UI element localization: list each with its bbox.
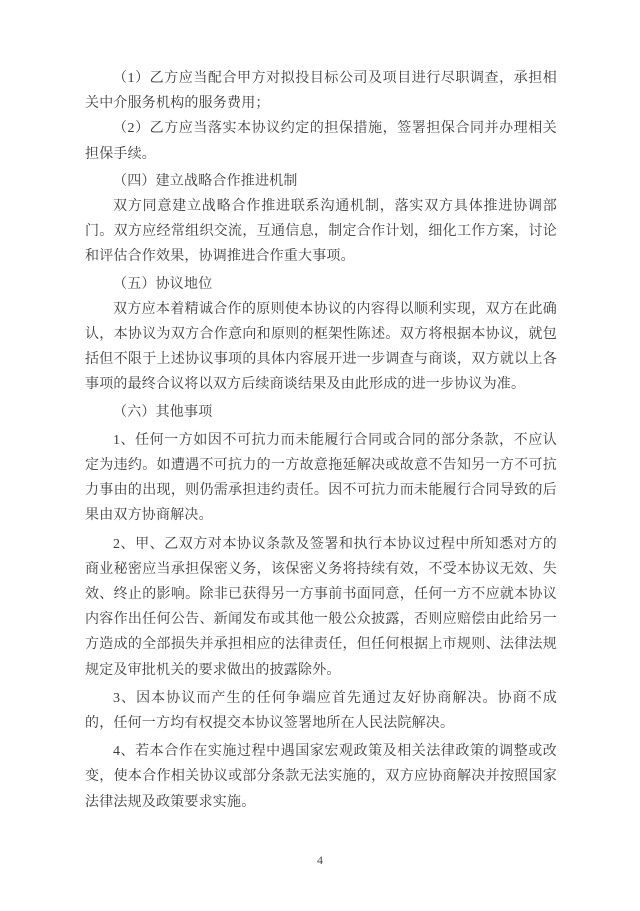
page-number: 4 (317, 853, 323, 867)
section-heading: （五）协议地位 (113, 276, 213, 292)
section-heading: （四）建立战略合作推进机制 (113, 173, 298, 189)
body-paragraph: 3、因本协议而产生的任何争端应首先通过友好协商解决。协商不成的，任何一方均有权提交本协议签署地所在人民法院解决。 (85, 690, 557, 732)
body-paragraph: 1、任何一方如因不可抗力而未能履行合同或合同的部分条款，不应认定为违约。如遭遇不可抗力的一方故意拖延解决或故意不告知另一方不可抗力事由的出现，则仍需承担违约责任。因不可抗力而未能履行合同导致的后果由双方协商解决。 (85, 432, 557, 524)
body-paragraph: 双方应本着精诚合作的原则使本协议的内容得以顺利实现，双方在此确认，本协议为双方合作意向和原则的框架性陈述。双方将根据本协议，就包括但不限于上述协议事项的具体内容展开进一步调查与商谈，双方就以上各事项的最终合议将以双方后续商谈结果及由此形成的进一步协议为准。 (85, 301, 557, 393)
body-paragraph: （1）乙方应当配合甲方对拟投目标公司及项目进行尽职调查，承担相关中介服务机构的服务费用； (85, 71, 557, 112)
body-paragraph: 4、若本合作在实施过程中遇国家宏观政策及相关法律政策的调整或改变，使本合作相关协议或部分条款无法实施的，双方应协商解决并按照国家法律法规及政策要求实施。 (85, 744, 557, 810)
body-paragraph: （2）乙方应当落实本协议约定的担保措施，签署担保合同并办理相关担保手续。 (85, 121, 557, 162)
body-paragraph: 2、甲、乙双方对本协议条款及签署和执行本协议过程中所知悉对方的商业秘密应当承担保密义务，该保密义务将持续有效，不受本协议无效、失效、终止的影响。除非已获得另一方事前书面同意，任何一方不应就本协议内容作出任何公告、新闻发布或其他一般公众披露，否则应赔偿由此给另一方造成的全部损失并承担相应的法律责任，但任何根据上市规则、法律法规规定及审批机关的要求做出的披露除外。 (85, 536, 557, 678)
document-body (85, 66, 557, 815)
body-paragraph: 双方同意建立战略合作推进联系沟通机制，落实双方具体推进协调部门。双方应经常组织交流，互通信息，制定合作计划，细化工作方案，讨论和评估合作效果，协调推进合作重大事项。 (85, 199, 557, 265)
section-heading: （六）其他事项 (113, 404, 213, 420)
